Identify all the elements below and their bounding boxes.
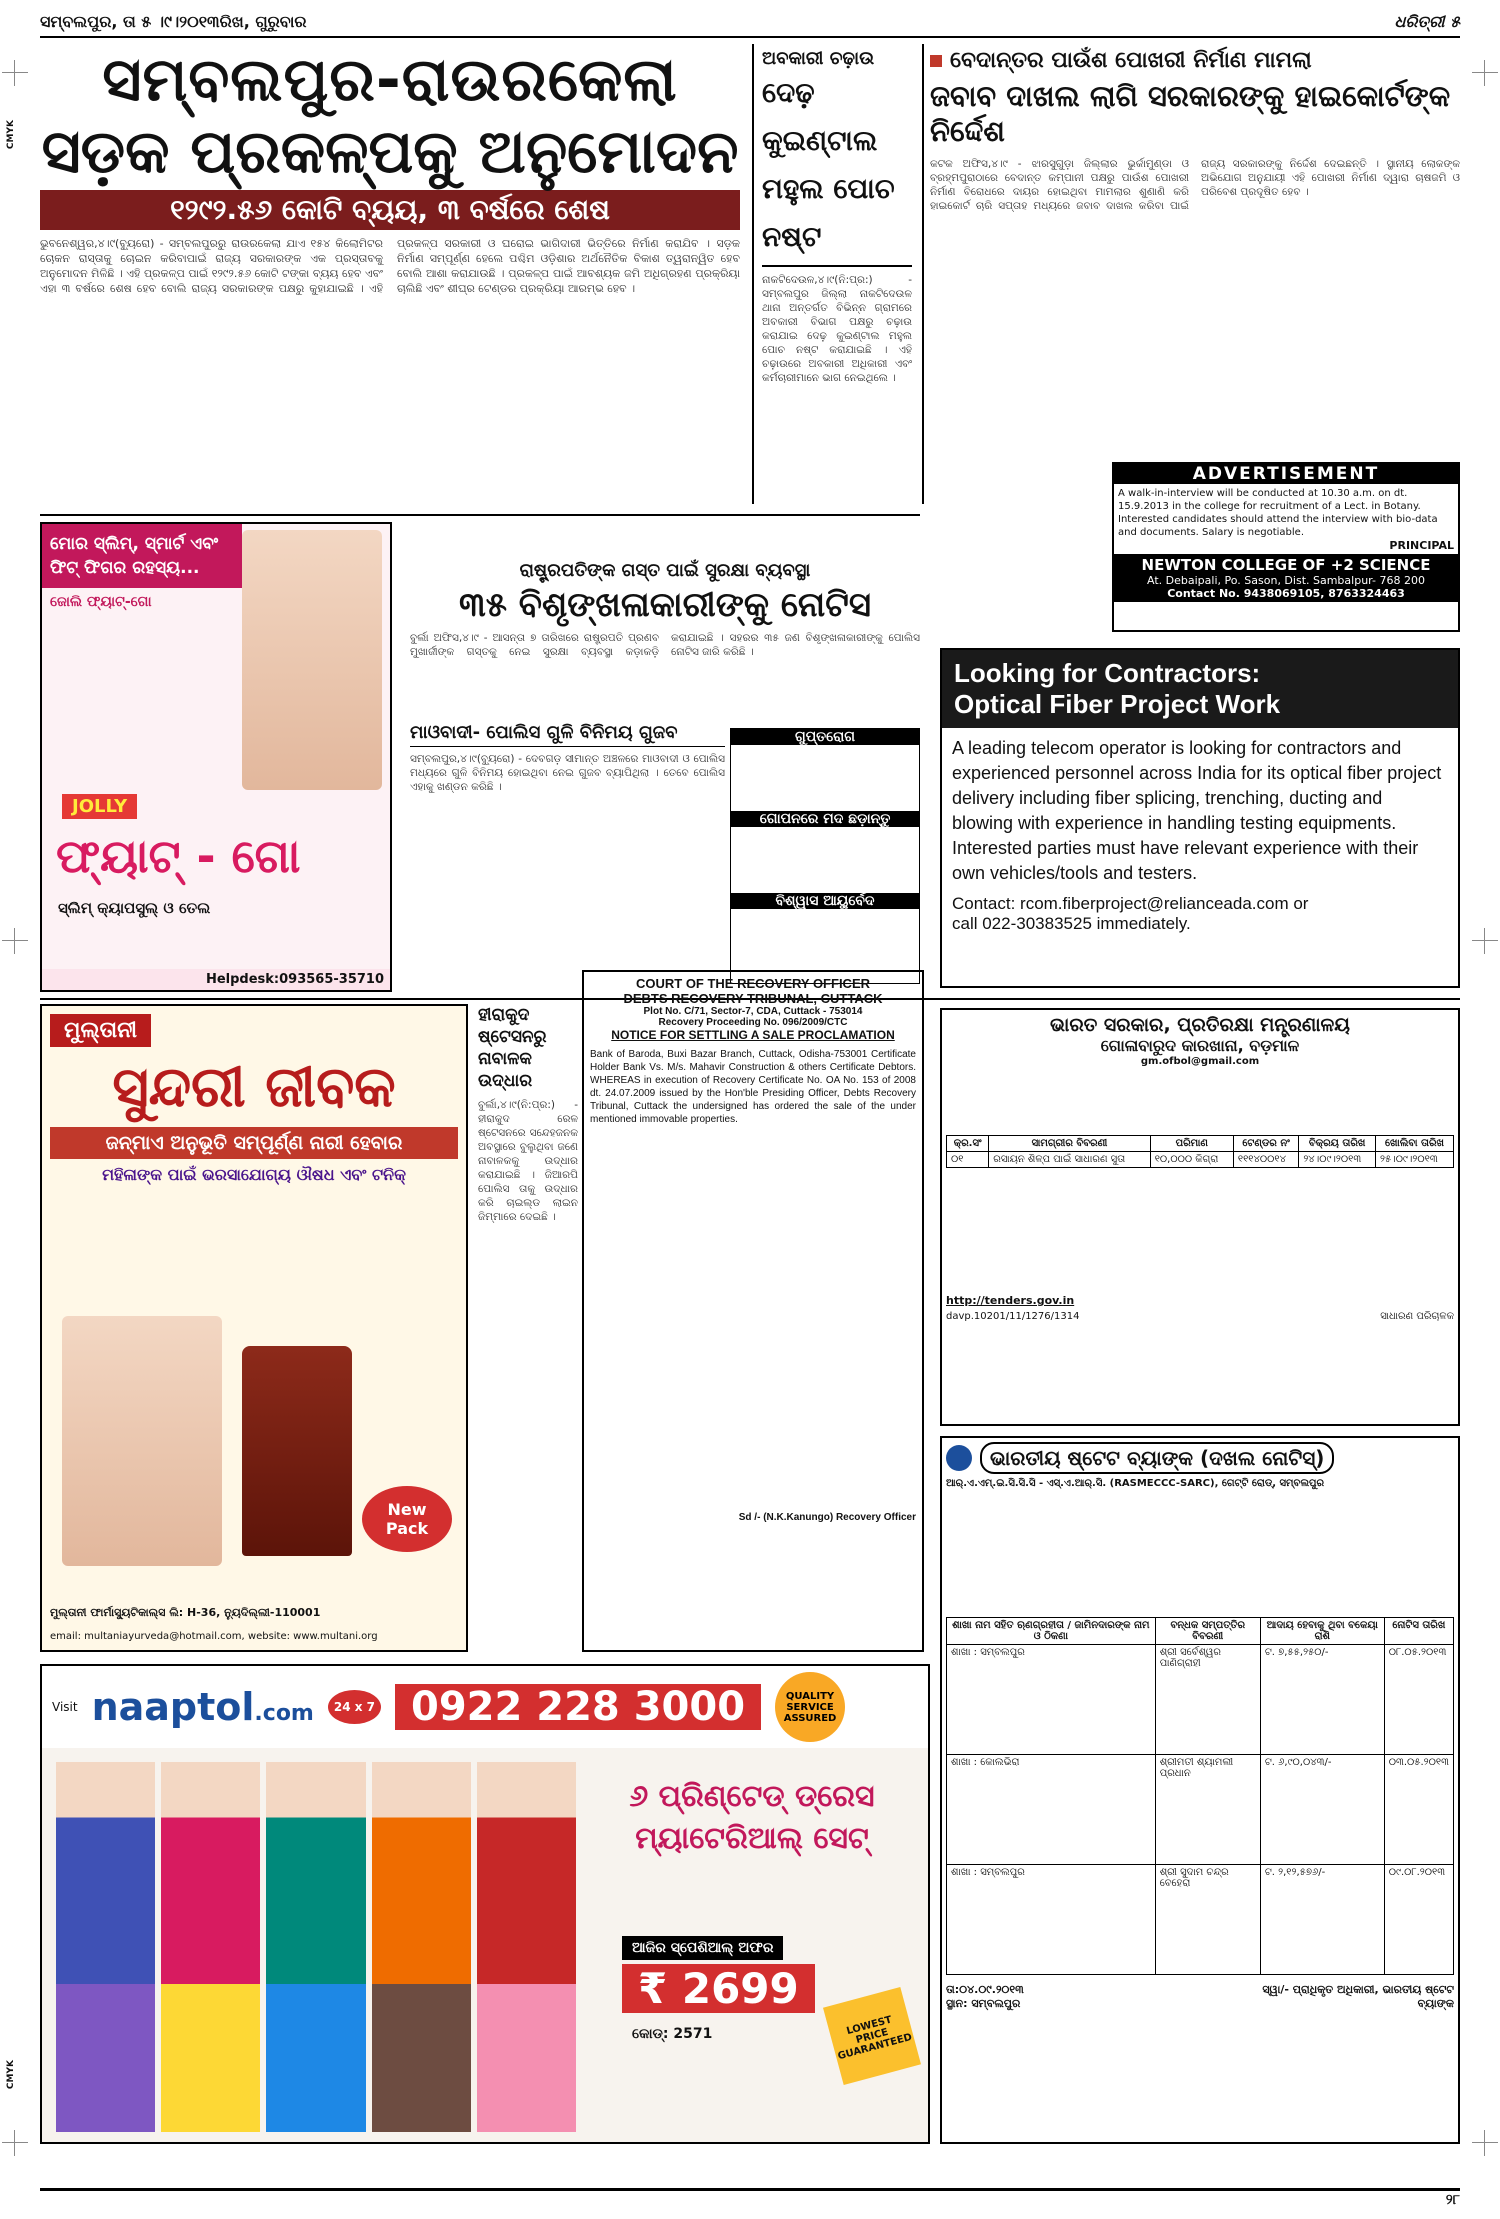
woman-photo (62, 1316, 222, 1566)
fatgo-name: ଫ୍ୟାଟ୍ - ଗୋ (56, 829, 301, 883)
table-row (947, 1865, 1454, 1975)
tender-cell: ୧୧୧୪୦୦୧୪ (1233, 1152, 1298, 1168)
model-figure (161, 1762, 260, 2132)
sbi-cell: ଟ. ୬,୯୦,୦୪୩/- (1260, 1755, 1384, 1865)
sbi-header-row (947, 1618, 1454, 1645)
sbi-col: ଆଦାୟ ହେବାକୁ ଥିବା ବକେୟା ରାଶି (1260, 1618, 1384, 1645)
model-photo (242, 530, 382, 790)
tender-email: gm.ofbol@gmail.com (1140, 1056, 1260, 1067)
tender-sub: ଗୋଳାବାରୁଦ କାରଖାନା, ବଡ଼ମାଳ (1100, 1036, 1300, 1055)
tender-website[interactable]: http://tenders.gov.in (946, 1294, 1075, 1307)
tender-col: ଖୋଲିବା ତାରିଖ (1375, 1136, 1453, 1152)
tender-title: ଭାରତ ସରକାର, ପ୍ରତିରକ୍ଷା ମନ୍ତ୍ରଣାଳୟ (1050, 1014, 1350, 1036)
sbi-cell: ଶ୍ରୀ ସୁଦାମ ଚନ୍ଦ୍ର ବେହେରା (1155, 1865, 1260, 1975)
sundari-brand: ମୁଲ୍ତାନୀ (50, 1014, 151, 1047)
cmyk-label-top: CMYK (6, 120, 16, 150)
contractor-title-block (942, 650, 1458, 728)
dateline: ସମ୍ବଲପୁର, ତା ୫ ।୯।୨୦୧୩ରିଖ, ଗୁରୁବାର (40, 12, 307, 31)
sbi-title: ଭାରତୀୟ ଷ୍ଟେଟ ବ୍ୟାଙ୍କ (ଦଖଲ ନୋଟିସ୍) (980, 1442, 1334, 1474)
contractor-title-1: Looking for Contractors: (954, 658, 1261, 688)
contractor-title-2: Optical Fiber Project Work (954, 689, 1281, 719)
bullet-icon (930, 55, 942, 67)
security-story (410, 560, 920, 710)
excise-story (762, 48, 912, 504)
sundari-contact: email: multaniayurveda@hotmail.com, website: www.multani.org (50, 1631, 378, 1642)
small-ad-title-2: ଗୋପନରେ ମଦ ଛଡ଼ାନ୍ତୁ (731, 811, 919, 827)
contractor-body: A leading telecom operator is looking for contractors and experienced personnel across India for its optical fiber project delivery including fiber splicing, trenching, ducting and blowing with experience in handling testing equipments. Interested parties must have relevant experience with their own vehicles/tools and testers. (952, 738, 1442, 883)
maoist-story (410, 722, 725, 982)
newton-advertisement (1112, 462, 1460, 632)
registration-mark-left-bottom (2, 2130, 28, 2156)
fatgo-sub: ସ୍ଲିମ୍ କ୍ୟାପସୁଲ୍ ଓ ତେଲ (58, 899, 211, 917)
sbi-col: ନୋଟିସ ତାରିଖ (1384, 1618, 1453, 1645)
sbi-cell: ଶାଖା : ସମ୍ବଲପୁର (947, 1865, 1156, 1975)
sbi-cell: ଶାଖା : କୋଲଭିରା (947, 1755, 1156, 1865)
fatgo-product-line: ଜୋଲି ଫ୍ୟାଟ୍-ଗୋ (50, 594, 152, 610)
page-title: ଧରିତ୍ରୀ ୫ (1394, 12, 1460, 31)
tender-cell: ୨୫।୦୯।୨୦୧୩ (1375, 1152, 1453, 1168)
tender-footer (946, 1311, 1454, 1322)
small-ads (730, 728, 920, 984)
recovery-signed: Sd /- (N.K.Kanungo) Recovery Officer (738, 1512, 916, 1523)
recovery-notice (582, 970, 924, 1652)
naaptol-advertisement (40, 1664, 930, 2144)
sbi-col: ଶାଖା ନାମ ସହିତ ଋଣଗ୍ରହୀତା / ଜାମିନଦାରଙ୍କ ନାମ ଓ ଠିକଣା (947, 1618, 1156, 1645)
naaptol-lowest: LOWEST PRICE GUARANTEED (823, 1987, 921, 2085)
college-address: At. Debaipali, Po. Sason, Dist. Sambalpur- 768 200 (1147, 574, 1425, 587)
recovery-proceeding: Recovery Proceeding No. 096/2009/CTC (658, 1017, 848, 1028)
page-footer (40, 2188, 1460, 2208)
tender-cell: ୦୧ (947, 1152, 989, 1168)
security-kicker: ରାଷ୍ଟ୍ରପତିଙ୍କ ଗସ୍ତ ପାଇଁ ସୁରକ୍ଷା ବ୍ୟବସ୍ଥା (519, 560, 811, 581)
sbi-cell: ଟ. ୨,୧୨,୫୭୬/- (1260, 1865, 1384, 1975)
security-headline: ୩୫ ବିଶୃଙ୍ଖଳାକାରୀଙ୍କୁ ନୋଟିସ (459, 585, 871, 625)
tender-table (946, 1135, 1454, 1168)
maoist-body: ସମ୍ବଲପୁର,୪।୯(ବ୍ୟୁରୋ) - ଦେବଗଡ଼ ସୀମାନ୍ତ ଅଞ୍ଚଳରେ ମାଓବାଦୀ ଓ ପୋଲିସ ମଧ୍ୟରେ ଗୁଳି ବିନିମୟ ହୋଇଥିବା ନେଇ ଗୁଜବ ବ୍ୟାପିଥିଲା । ତେବେ ପୋଲିସ ଏହାକୁ ଖଣ୍ଡନ କରିଛି । (410, 753, 725, 793)
sbi-cell: ଟ. ୭,୫୫,୨୫୦/- (1260, 1645, 1384, 1755)
lead-subhead: ୧୨୯୨.୫୬ କୋଟି ବ୍ୟୟ, ୩ ବର୍ଷରେ ଶେଷ (40, 190, 740, 230)
product-bottle (242, 1346, 352, 1556)
tender-col: ପରିମାଣ (1150, 1136, 1233, 1152)
recovery-notice-title: NOTICE FOR SETTLING A SALE PROCLAMATION (611, 1028, 895, 1042)
lead-story (40, 44, 740, 504)
model-figure (266, 1762, 365, 2132)
registration-mark-right-bottom (1472, 2130, 1498, 2156)
table-row (947, 1152, 1454, 1168)
naaptol-price: ₹ 2699 (622, 1964, 815, 2013)
recovery-address: Plot No. C/71, Sector-7, CDA, Cuttack - 753014 (643, 1006, 863, 1017)
sundari-jeevak-advertisement (40, 1004, 468, 1652)
models-row (56, 1762, 576, 2132)
naaptol-terms (602, 2066, 822, 2126)
college-contact: Contact No. 9438069105, 8763324463 (1167, 587, 1405, 600)
fatgo-tagline: ମୋର ସ୍ଲିମ୍, ସ୍ମାର୍ଟ ଏବଂ ଫିଟ୍ ଫିଗର ରହସ୍ୟ... (42, 524, 242, 588)
model-figure (56, 1762, 155, 2132)
sbi-cell: ଶ୍ରୀ ସର୍ବେଶ୍ୱର ପାଣିଗ୍ରାହୀ (1155, 1645, 1260, 1755)
vedanta-headline-1: ବେଦାନ୍ତର ପାଉଁଶ ପୋଖରୀ ନିର୍ମାଣ ମାମଲା (930, 48, 1460, 73)
hirakud-story (478, 1004, 578, 1652)
ad-title: ADVERTISEMENT (1114, 464, 1458, 484)
tender-ref: davp.10201/11/1276/1314 (946, 1311, 1080, 1322)
sbi-sign: ସ୍ୱା/- ପ୍ରାଧିକୃତ ଅଧିକାରୀ, ଭାରତୀୟ ଷ୍ଟେଟ ବ୍ୟାଙ୍କ (1262, 1983, 1454, 2010)
small-ad-body-1 (734, 748, 916, 808)
tender-cell: ୨୪।୦୯।୨୦୧୩ (1299, 1152, 1376, 1168)
small-ad-title-3: ବିଶ୍ୱାସ ଆୟୁର୍ବେଦ (731, 893, 919, 909)
small-ad-body-2 (734, 830, 916, 890)
naaptol-header (42, 1666, 928, 1748)
page-header (40, 8, 1460, 38)
sbi-branch: ଆର୍.ଏ.ଏମ୍.ଇ.ସି.ସି.ସି - ଏସ୍.ଏ.ଆର୍.ସି. (RASMECCC-SARC), ଗେଟ୍‌ଟି ରୋଡ୍, ସମ୍ବଲପୁର (946, 1478, 1325, 1489)
tender-header-row (947, 1136, 1454, 1152)
excise-headline: ଦେଢ଼ କୁଇଣ୍ଟାଲ ମହୁଲ ପୋଚ ନଷ୍ଟ (762, 69, 912, 267)
recovery-tribunal: DEBTS RECOVERY TRIBUNAL, CUTTACK (623, 991, 883, 1006)
sundari-company: ମୁଲ୍ତାନୀ ଫାର୍ମାସ୍ୟୁଟିକାଲ୍ସ ଲି: H-36, ନ୍ୟୁଦିଲ୍ଲୀ-110001 (50, 1606, 321, 1619)
column-rule-2 (922, 44, 924, 504)
column-rule-1 (752, 44, 754, 504)
sbi-logo-icon (946, 1445, 972, 1471)
cmyk-label-bottom: CMYK (6, 2060, 16, 2090)
sbi-place: ସ୍ଥାନ: ସମ୍ବଲପୁର (946, 1997, 1021, 2010)
maoist-headline: ମାଓବାଦୀ- ପୋଲିସ ଗୁଳି ବିନିମୟ ଗୁଜବ (410, 722, 725, 747)
sbi-cell: ୦୮.୦୫.୨୦୧୩ (1384, 1645, 1453, 1755)
registration-mark-left-mid (2, 928, 28, 954)
tender-col: କ୍ର.ସଂ (947, 1136, 989, 1152)
horizontal-rule-1 (40, 514, 920, 516)
tender-conditions (946, 1174, 1454, 1294)
contractor-contact-2: call 022-30383525 immediately. (952, 914, 1191, 933)
sbi-title-row (946, 1442, 1454, 1474)
contractor-contact-1: Contact: rcom.fiberproject@relianceada.com or (952, 894, 1309, 913)
footer-page-no: ୨୮ (1445, 2191, 1460, 2208)
contractor-advertisement (940, 648, 1460, 988)
sbi-col: ବନ୍ଧକ ସମ୍ପତ୍ତିର ବିବରଣୀ (1155, 1618, 1260, 1645)
naaptol-phone: 0922 228 3000 (395, 1684, 761, 1730)
ad-college-block (1114, 554, 1458, 602)
sbi-cell: ୦୩.୦୫.୨୦୧୩ (1384, 1755, 1453, 1865)
hirakud-headline: ହୀରାକୁଦ ଷ୍ଟେସନରୁ ନାବାଳକ ଉଦ୍ଧାର (478, 1005, 547, 1091)
ad-signatory: PRINCIPAL (1389, 539, 1454, 552)
recovery-body: Bank of Baroda, Buxi Bazar Branch, Cuttack, Odisha-753001 Certificate Holder Bank Vs. M/s. Mahavir Construction & others Certificate Debtors. WHEREAS in execution of Recovery Certificate No. OA No. 153 of 2008 dt. 24.07.2009 issued by the Hon'ble Presiding Officer, Debts Recovery Tribunal, Cuttack the undersigned has ordered the sale of the under mentioned immovable properties. (590, 1049, 916, 1125)
registration-mark-left-top (2, 60, 28, 86)
model-figure (477, 1762, 576, 2132)
sbi-table (946, 1617, 1454, 1975)
naaptol-badge: QUALITY SERVICE ASSURED (775, 1672, 845, 1742)
sbi-date: ତା:୦୪.୦୯.୨୦୧୩ (946, 1983, 1024, 1996)
govt-tender-notice (940, 1008, 1460, 1426)
excise-kicker: ଅବକାରୀ ଚଢ଼ାଉ (762, 48, 875, 69)
table-row (947, 1755, 1454, 1865)
sbi-intro (946, 1493, 1454, 1613)
lead-body: ଭୁବନେଶ୍ୱର,୪।୯(ବ୍ୟୁରୋ) - ସମ୍ବଲପୁରରୁ ରାଉରକେଲା ଯାଏ ୧୫୪ କିଲୋମିଟର ଚୋକନ ରାସ୍ତାକୁ ଚୋଇନ କରିବାପାଇଁ ରାଜ୍ୟ ସରକାରଙ୍କ ଏକ ପ୍ରସ୍ତାବକୁ ଅନୁମୋଦନ ମିଳିଛି । ଏହି ପ୍ରକଳ୍ପ ପାଇଁ ୧୨୯୨.୫୬ କୋଟି ଟଙ୍କା ବ୍ୟୟ ହେବ ଏବଂ ଏହା ୩ ବର୍ଷରେ ଶେଷ ହେବ ବୋଲି ରାଜ୍ୟ ସରକାରଙ୍କ ପକ୍ଷରୁ କୁହାଯାଇଛି । ଏହି ପ୍ରକଳ୍ପ ସରକାରୀ ଓ ଘରୋଇ ଭାଗିଦାରୀ ଭିତ୍ତିରେ ନିର୍ମାଣ କରାଯିବ । ସଡ଼କ ନିର୍ମାଣ ସମ୍ପୂର୍ଣ୍ଣ ହେଲେ ପଶ୍ଚିମ ଓଡ଼ିଶାର ଅର୍ଥନୈତିକ ବିକାଶ ତ୍ୱରାନ୍ୱିତ ହେବ ବୋଲି ଆଶା କରାଯାଉଛି । ପ୍ରକଳ୍ପ ପାଇଁ ଆବଶ୍ୟକ ଜମି ଅଧିଗ୍ରହଣ ପ୍ରକ୍ରିୟା ଚାଲିଛି ଏବଂ ଶୀଘ୍ର ଟେଣ୍ଡର ପ୍ରକ୍ରିୟା ଆରମ୍ଭ ହେବ । (40, 237, 740, 295)
naaptol-offer-title: ୬ ପ୍ରିଣ୍ଟେଡ୍ ଡ୍ରେସ ମ୍ୟାଟେରିଆଲ୍ ସେଟ୍ (629, 1779, 875, 1856)
lead-headline-2: ସଡ଼କ ପ୍ରକଳ୍ପକୁ ଅନୁମୋଦନ (41, 117, 739, 187)
recovery-court: COURT OF THE RECOVERY OFFICER (635, 976, 870, 991)
tender-col: ବିକ୍ରୟ ତାରିଖ (1299, 1136, 1376, 1152)
fatgo-advertisement (40, 522, 392, 992)
tender-cell: ରସାୟନ ଶିଳ୍ପ ପାଇଁ ସାଧାରଣ ସୁତା (989, 1152, 1150, 1168)
naaptol-offer-label: ଆଜିର ସ୍ପେଶିଆଲ୍ ଅଫର (622, 1936, 783, 1960)
small-ad-title-1: ଗୁପ୍ତରୋଗ (731, 729, 919, 745)
naaptol-visit: Visit (52, 1700, 78, 1714)
fatgo-helpdesk: Helpdesk:093565-35710 (42, 969, 390, 990)
vedanta-headline-2: ଜବାବ ଦାଖଲ ଲାଗି ସରକାରଙ୍କୁ ହାଇକୋର୍ଟଙ୍କ ନିର୍ଦ୍ଦେଶ (930, 79, 1451, 148)
registration-mark-right-top (1472, 60, 1498, 86)
naaptol-logo: naaptol.com (91, 1685, 314, 1729)
sbi-cell: ୦୯.୦୮.୨୦୧୩ (1384, 1865, 1453, 1975)
lead-headline-1: ସମ୍ବଲପୁର-ରାଉରକେଲା (102, 45, 678, 115)
sundari-sub: ମହିଳାଙ୍କ ପାଇଁ ଭରସାଯୋଗ୍ୟ ଔଷଧ ଏବଂ ଟନିକ୍ (102, 1165, 406, 1184)
vedanta-body: କଟକ ଅଫିସ,୪।୯ - ଝାରସୁଗୁଡ଼ା ଜିଲ୍ଲାର ଭୁର୍କାମୁଣ୍ଡା ଓ ବ୍ରହ୍ମପୁରାଠାରେ ବେଦାନ୍ତ କମ୍ପାନୀ ପକ୍ଷରୁ ପାଉଁଶ ପୋଖରୀ ନିର୍ମାଣ ବିରୋଧରେ ଦାୟର ହୋଇଥିବା ମାମଲାର ଶୁଣାଣି କରି ହାଇକୋର୍ଟ ଚାରି ସପ୍ତାହ ମଧ୍ୟରେ ଜବାବ ଦାଖଲ କରିବା ପାଇଁ ରାଜ୍ୟ ସରକାରଙ୍କୁ ନିର୍ଦ୍ଦେଶ ଦେଇଛନ୍ତି । ସ୍ଥାନୀୟ ଲୋକଙ୍କ ଅଭିଯୋଗ ଅନୁଯାୟୀ ଏହି ପୋଖରୀ ନିର୍ମାଣ ଦ୍ୱାରା ଚାଷଜମି ଓ ପରିବେଶ ପ୍ରଦୂଷିତ ହେବ । (930, 158, 1460, 212)
recovery-schedule (590, 1132, 916, 1512)
naaptol-code: କୋଡ୍: 2571 (632, 2026, 713, 2042)
table-row (947, 1645, 1454, 1755)
excise-body: ନାକଟିଦେଉଳ,୪।୯(ନି:ପ୍ର:) - ସମ୍ବଲପୁର ଜିଲ୍ଲା ନାକଟିଦେଉଳ ଥାନା ଅନ୍ତର୍ଗତ ବିଭିନ୍ନ ଗ୍ରାମରେ ଅବକାରୀ ବିଭାଗ ପକ୍ଷରୁ ଚଢ଼ାଉ କରାଯାଇ ଦେଢ଼ କୁଇଣ୍ଟାଲ ମହୁଲ ପୋଚ ନଷ୍ଟ କରାଯାଇଛି । ଏହି ଚଢ଼ାଉରେ ଅବକାରୀ ଅଧିକାରୀ ଏବଂ କର୍ମଚାରୀମାନେ ଭାଗ ନେଇଥିଲେ । (762, 274, 912, 384)
sundari-band: ଜନ୍ମାଏ ଅନୁଭୂତି ସମ୍ପୂର୍ଣ୍ଣ ନାରୀ ହେବାର (50, 1127, 458, 1159)
naaptol-hours: 24 x 7 (328, 1690, 381, 1724)
vedanta-story (930, 48, 1460, 458)
fatgo-brand: JOLLY (62, 794, 137, 819)
sbi-possession-notice (940, 1436, 1460, 2144)
registration-mark-right-mid (1472, 928, 1498, 954)
sundari-new-pack: New Pack (362, 1486, 452, 1552)
small-ad-body-3 (734, 912, 916, 962)
sbi-footer (946, 1983, 1454, 2011)
model-figure (372, 1762, 471, 2132)
sbi-cell: ଶାଖା : ସମ୍ବଲପୁର (947, 1645, 1156, 1755)
tender-col: ସାମଗ୍ରୀର ବିବରଣୀ (989, 1136, 1150, 1152)
sundari-details (54, 1191, 454, 1261)
tender-cell: ୧୦,୦୦୦ କିଗ୍ରା (1150, 1152, 1233, 1168)
tender-col: ଟେଣ୍ଡର ନଂ (1233, 1136, 1298, 1152)
college-name: NEWTON COLLEGE OF +2 SCIENCE (1141, 556, 1431, 574)
tender-intro (946, 1071, 1454, 1131)
hirakud-body: ବୁର୍ଲା,୪।୯(ନି:ପ୍ର:) - ହୀରାକୁଦ ରେଳ ଷ୍ଟେସନରେ ସନ୍ଦେହଜନକ ଅବସ୍ଥାରେ ବୁଲୁଥିବା ଜଣେ ନାବାଳକକୁ ଉଦ୍ଧାର କରାଯାଇଛି । ଜିଆରପି ପୋଲିସ ତାକୁ ଉଦ୍ଧାର କରି ଚାଇଲ୍ଡ ଲାଇନ ଜିମ୍ମାରେ ଦେଇଛି । (478, 1099, 578, 1223)
security-body: ବୁର୍ଲା ଅଫିସ,୪।୯ - ଆସନ୍ତା ୭ ତାରିଖରେ ରାଷ୍ଟ୍ରପତି ପ୍ରଣବ ମୁଖାର୍ଜୀଙ୍କ ଗସ୍ତକୁ ନେଇ ସୁରକ୍ଷା ବ୍ୟବସ୍ଥା କଡ଼ାକଡ଼ି କରାଯାଇଛି । ସହରର ୩୫ ଜଣ ବିଶୃଙ୍ଖଳାକାରୀଙ୍କୁ ପୋଲିସ ନୋଟିସ ଜାରି କରିଛି । (410, 632, 920, 658)
tender-sign: ସାଧାରଣ ପରିଚାଳକ (1380, 1311, 1454, 1322)
ad-body: A walk-in-interview will be conducted at 10.30 a.m. on dt. 15.9.2013 in the college for recruitment of a Lect. in Botany. Interested candidates should attend the interview with bio-data and documents. Salary is negotiable. (1118, 488, 1438, 538)
sbi-cell: ଶ୍ରୀମତୀ ଶ୍ୟାମଲୀ ପ୍ରଧାନ (1155, 1755, 1260, 1865)
sundari-title: ସୁନ୍ଦରୀ ଜୀବକ (112, 1055, 396, 1120)
